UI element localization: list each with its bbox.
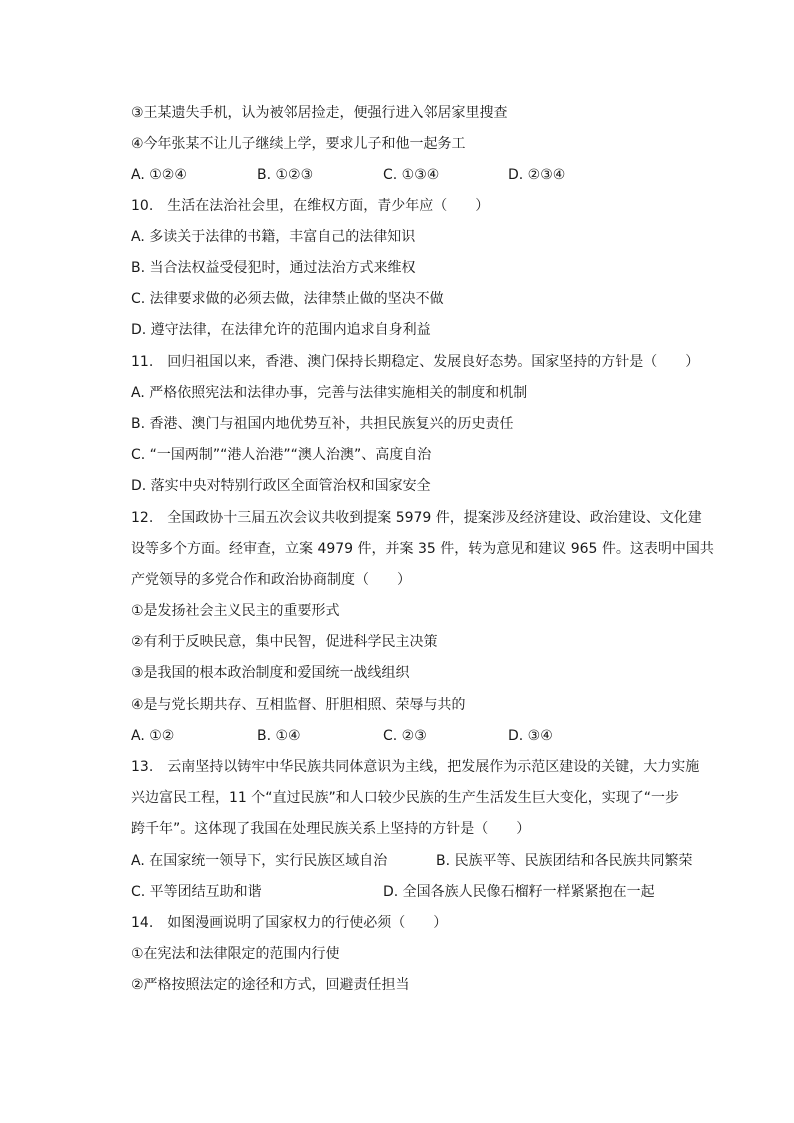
q14-item-2: ②严格按照法定的途径和方式，回避责任担当 (131, 977, 410, 993)
q9-item-4: ④今年张某不让儿子继续上学，要求儿子和他一起务工 (131, 136, 466, 152)
q11-stem: 11. 回归祖国以来，香港、澳门保持长期稳定、发展良好态势。国家坚持的方针是（ ） (131, 354, 700, 370)
q14-item-1: ①在宪法和法律限定的范围内行使 (131, 946, 340, 962)
q11-option-c: C. “一国两制”“港人治港”“澳人治澳”、高度自治 (131, 447, 432, 463)
q11-option-d: D. 落实中央对特别行政区全面管治权和国家安全 (131, 478, 431, 494)
q13-option-b: B. 民族平等、民族团结和各民族共同繁荣 (436, 853, 693, 869)
q13-option-c: C. 平等团结互助和谐 (131, 884, 262, 900)
q10-stem: 10. 生活在法治社会里，在维权方面，青少年应（ ） (131, 198, 490, 214)
q13-stem-line-3: 跨千年”。这体现了我国在处理民族关系上坚持的方针是（ ） (131, 821, 531, 837)
q12-option-b: B. ①④ (257, 728, 301, 744)
q13-stem-line-2: 兴边富民工程，11 个“直过民族”和人口较少民族的生产生活发生巨大变化，实现了“一步 (131, 790, 680, 806)
q13-option-d: D. 全国各族人民像石榴籽一样紧紧抱在一起 (383, 884, 655, 900)
q10-option-c: C. 法律要求做的必须去做，法律禁止做的坚决不做 (131, 291, 444, 307)
q12-option-c: C. ②③ (383, 728, 427, 744)
q12-stem-line-2: 设等多个方面。经审查，立案 4979 件，并案 35 件，转为意见和建议 965 件。这表明中国共 (131, 541, 714, 557)
q9-option-c: C. ①③④ (383, 167, 440, 183)
q12-item-1: ①是发扬社会主义民主的重要形式 (131, 603, 340, 619)
q13-option-a: A. 在国家统一领导下，实行民族区域自治 (131, 853, 388, 869)
q11-option-b: B. 香港、澳门与祖国内地优势互补，共担民族复兴的历史责任 (131, 416, 514, 432)
q12-item-3: ③是我国的根本政治制度和爱国统一战线组织 (131, 665, 410, 681)
q10-option-b: B. 当合法权益受侵犯时，通过法治方式来维权 (131, 260, 416, 276)
q12-option-d: D. ③④ (508, 728, 553, 744)
q12-option-a: A. ①② (131, 728, 175, 744)
q9-item-3: ③王某遗失手机，认为被邻居捡走，便强行进入邻居家里搜查 (131, 105, 508, 121)
q12-stem-line-3: 产党领导的多党合作和政治协商制度（ ） (131, 572, 411, 588)
q13-stem-line-1: 13. 云南坚持以铸牢中华民族共同体意识为主线，把发展作为示范区建设的关键，大力实施 (131, 759, 700, 775)
q10-option-d: D. 遵守法律，在法律允许的范围内追求自身利益 (131, 322, 431, 338)
q12-item-2: ②有利于反映民意，集中民智，促进科学民主决策 (131, 634, 438, 650)
q12-stem-line-1: 12. 全国政协十三届五次会议共收到提案 5979 件，提案涉及经济建设、政治建设、文化建 (131, 510, 702, 526)
q9-option-b: B. ①②③ (257, 167, 314, 183)
q12-item-4: ④是与党长期共存、互相监督、肝胆相照、荣辱与共的 (131, 697, 466, 713)
q9-option-a: A. ①②④ (131, 167, 187, 183)
q14-stem: 14. 如图漫画说明了国家权力的行使必须（ ） (131, 915, 448, 931)
q9-option-d: D. ②③④ (508, 167, 566, 183)
q10-option-a: A. 多读关于法律的书籍，丰富自己的法律知识 (131, 229, 416, 245)
q11-option-a: A. 严格依照宪法和法律办事，完善与法律实施相关的制度和机制 (131, 385, 528, 401)
